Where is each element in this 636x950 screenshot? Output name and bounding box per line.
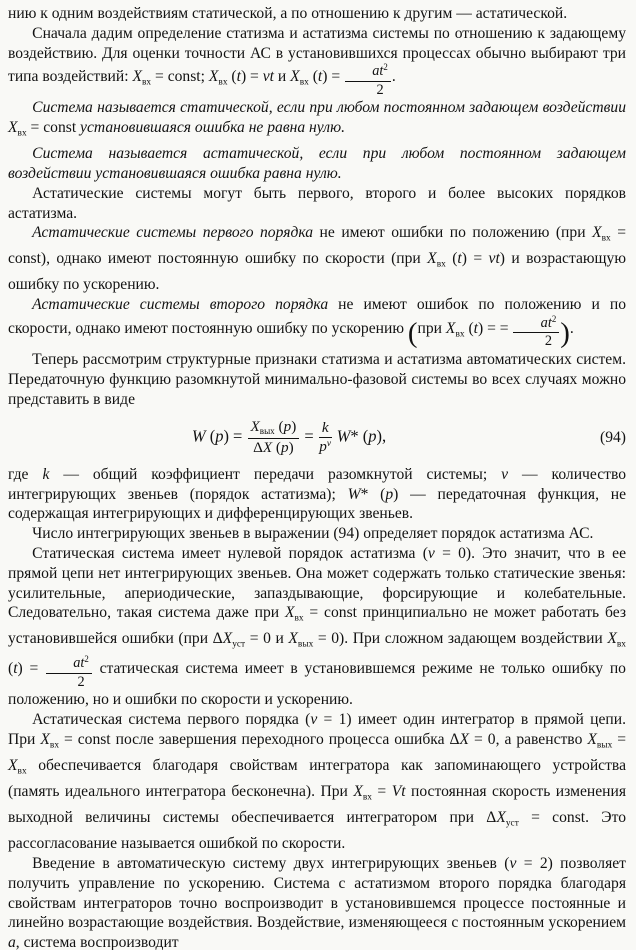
equation-number: (94)	[600, 429, 626, 447]
paragraph-12: Статическая система имеет нулевой порядок астатизма (ν = 0). Это значит, что в ее прямой цепи нет интегрирующих звеньев. Она может содержать только статические звенья: усилительные, апериодические, запаздывающие, форсирующие и колебательные. Следовательно, такая система даже при $X_{вх}$ = const принципиально не может работать без установившейся ошибки (при $\Delta X_{уст} = 0$ и $X_{вых} = 0$). При сложном задающем воздействии $X_{вх}$ (t) = $\frac{at^2}{2}$ статическая система имеет в установившемся режиме не только ошибку по положению, но и ошибки по скорости и ускорению.	[8, 544, 626, 709]
fraction: $\frac{at^2}{2}$	[344, 63, 392, 98]
equation-body: W (p) = $\frac{X_{вых} (p)}{\Delta X (p)}$ = $\frac{k}{p^\nu}$ W* (p),	[191, 418, 387, 457]
paragraph-8: Теперь рассмотрим структурные признаки статизма и астатизма автоматических систем. Передаточную функцию разомкнутой минимально-фазовой системы во всех случаях можно представить в виде	[8, 350, 626, 408]
fraction: $\frac{k}{p^\nu}$	[319, 419, 332, 456]
paragraph-6: Астатические системы первого порядка не имеют ошибки по положению (при $X_{вх}$ = const), однако имеют постоянную ошибку по скорости (при $X_{вх}$ (t) = vt) и возрастающую ошибку по ускорению.	[8, 224, 627, 294]
fraction: $\frac{at^2}{2}$	[45, 655, 93, 690]
paragraph-3: Система называется статической, если при любом постоянном задающем воздействии $X_{вх}$ = const установившаяся ошибка не равна нулю.	[8, 99, 626, 139]
paragraph-13: Астатическая система первого порядка (ν = 1) имеет один интегратор в прямой цепи. При $X_{вх}$ = const после завершения переходного процесса ошибка ΔX = 0, а равенство $X_{вых} = X_{вх}$ обеспечивается благодаря свойствам интегратора как запоминающего устройства (память идеального интегратора бесконечна). При $X_{вх} = Vt$ постоянная скорость изменения выходной величины системы обеспечивается интегратором при $\Delta X_{уст}$ = const. Это рассогласование называется ошибкой по скорости.	[8, 711, 627, 853]
paragraph-1: нию к одним воздействиям статической, а по отношению к другим — астатической.	[8, 5, 568, 22]
paragraph-11: Число интегрирующих звеньев в выражении (94) определяет порядок астатизма АС.	[32, 525, 594, 543]
fraction: $\frac{at^2}{2}$	[512, 315, 560, 350]
paragraph-4: Система называется астатической, если при любом постоянном задающем воздействии установившаяся ошибка равна нулю.	[8, 145, 626, 182]
paragraph-14: Введение в автоматическую систему двух интегрирующих звеньев (ν = 2) позволяет получить управление по ускорению. Система с астатизмом второго порядка благодаря свойствам интеграторов точно воспроизводит в установившемся процессе постоянные и линейно возрастающие воздействия. Воздействие, изменяющееся с постоянным ускорением a, система воспроизводит	[8, 854, 626, 950]
paragraph-5: Астатические системы могут быть первого, второго и более высоких порядков астатизма.	[8, 184, 626, 222]
text-column	[8, 4, 626, 950]
equation-94	[8, 419, 626, 456]
paragraph-10: где k — общий коэффициент передачи разомкнутой системы; ν — количество интегрирующих звеньев (порядок астатизма); W* (p) — передаточная функция, не содержащая интегрирующих и дифференцирующих звеньев.	[8, 465, 627, 523]
paragraph-7: Астатические системы второго порядка не имеют ошибок по положению и по скорости, однако имеют постоянную ошибку по ускорению (при $X_{вх}$ (t) = = $\frac{at^2}{2}$ ).	[8, 296, 626, 350]
paragraph-2: Сначала дадим определение статизма и астатизма системы по отношению к задающему воздействию. Для оценки точности АС в установившихся процессах обычно выбирают три типа воздействий: $X_{вх}$ = const; $X_{вх}$ (t) = vt и $X_{вх}$ (t) = $\frac{at^2}{2}$ .	[8, 24, 626, 98]
fraction: $\frac{X_{вых} (p)}{\Delta X (p)}$	[247, 419, 301, 456]
